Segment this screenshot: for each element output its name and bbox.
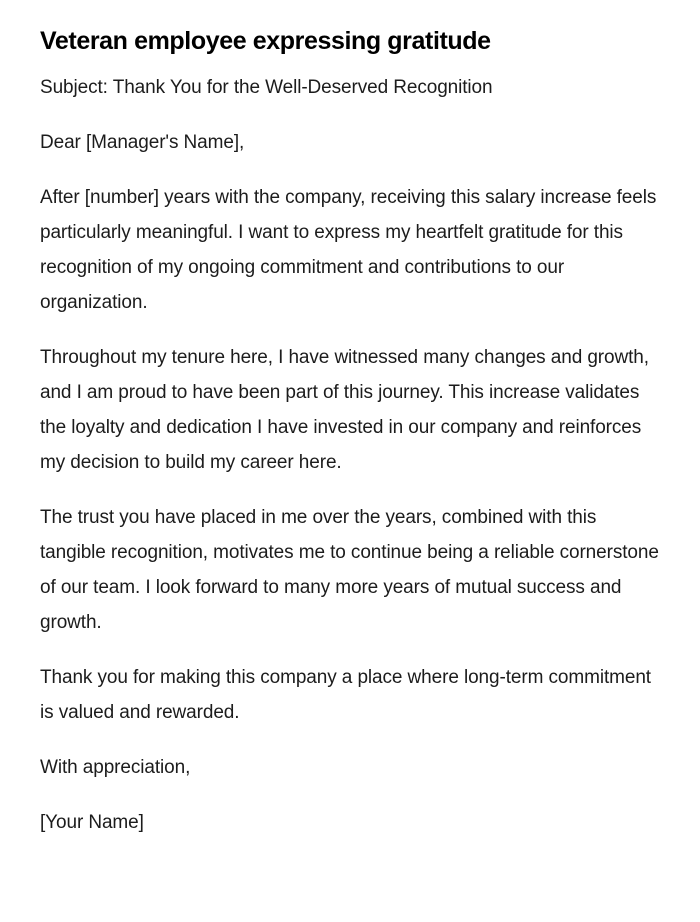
signature: [Your Name]	[40, 812, 144, 833]
salutation: Dear [Manager's Name],	[40, 132, 245, 153]
document-title: Veteran employee expressing gratitude	[40, 27, 491, 55]
subject-line: Subject: Thank You for the Well-Deserved Recognition	[40, 77, 493, 98]
closing: With appreciation,	[40, 757, 191, 778]
body-paragraph-3: The trust you have placed in me over the years, combined with this tangible recognition, motivates me to continue being a reliable cornerstone of our team. I look forward to many more years of mutual success and growth.	[40, 507, 659, 633]
body-paragraph-4: Thank you for making this company a place where long-term commitment is valued and rewarded.	[40, 667, 651, 723]
body-paragraph-1: After [number] years with the company, receiving this salary increase feels particularly meaningful. I want to express my heartfelt gratitude for this recognition of my ongoing commitment and contributions to our organization.	[40, 187, 657, 313]
body-paragraph-2: Throughout my tenure here, I have witnessed many changes and growth, and I am proud to have been part of this journey. This increase validates the loyalty and dedication I have invested in our company and reinforces my decision to build my career here.	[40, 347, 649, 473]
